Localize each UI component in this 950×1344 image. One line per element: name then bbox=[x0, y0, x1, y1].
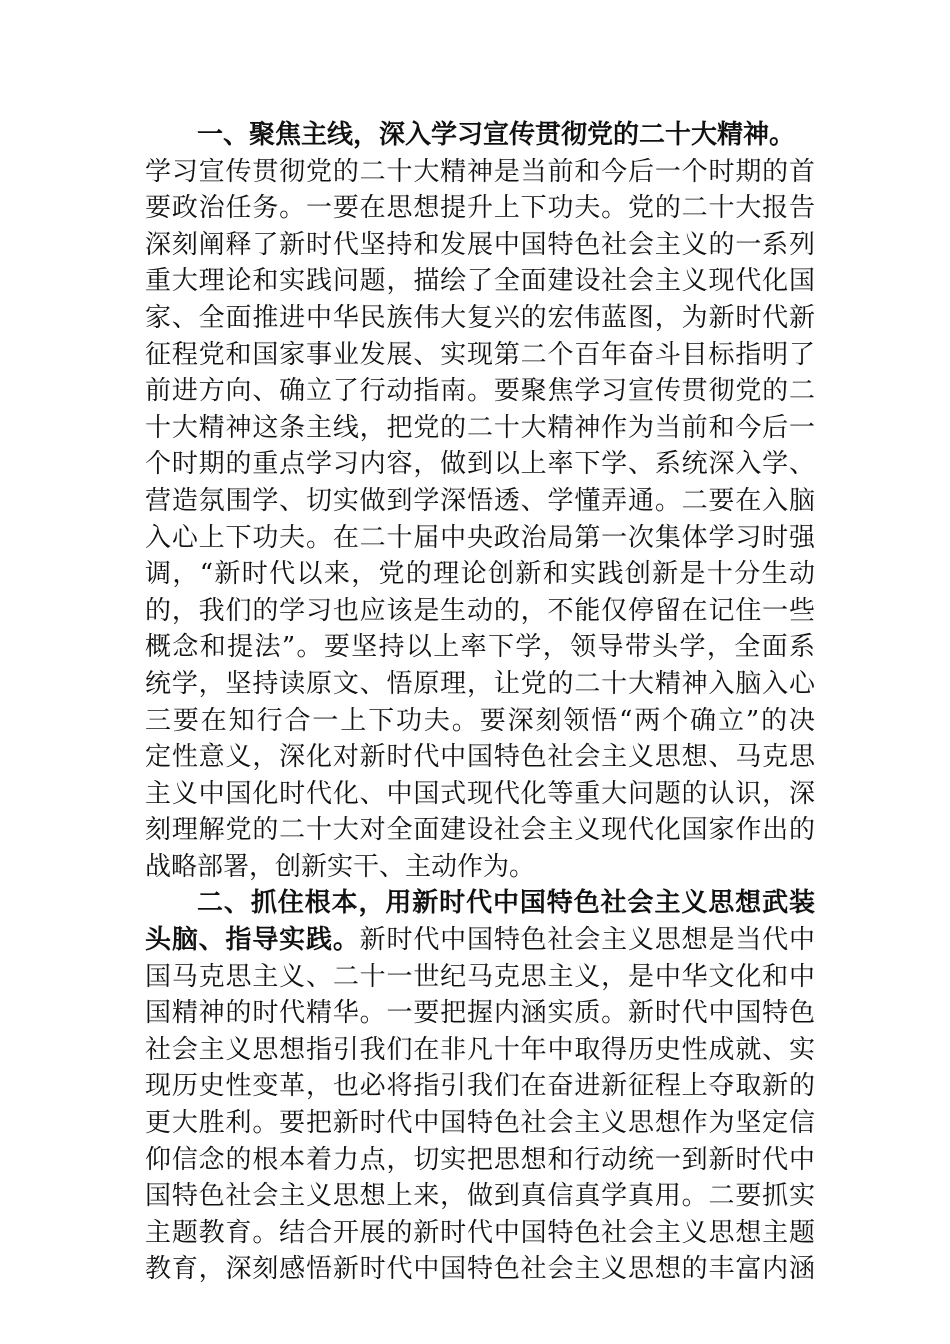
paragraph-line: 现历史性变革，也必将指引我们在奋进新征程上夺取新的 bbox=[145, 1071, 815, 1102]
paragraph-line: 个时期的重点学习内容，做到以上率下学、系统深入学、 bbox=[145, 449, 815, 480]
paragraph-line: 社会主义思想指引我们在非凡十年中取得历史性成就、实 bbox=[145, 1034, 815, 1065]
paragraph-line: 三要在知行合一上下功夫。要深刻领悟“两个确立”的决 bbox=[145, 705, 815, 736]
paragraph-line: 概念和提法”。要坚持以上率下学，领导带头学，全面系 bbox=[145, 632, 815, 663]
paragraph-line: 征程党和国家事业发展、实现第二个百年奋斗目标指明了 bbox=[145, 339, 815, 370]
paragraph-line: 调，“新时代以来，党的理论创新和实践创新是十分生动 bbox=[145, 559, 815, 590]
paragraph-line bbox=[145, 922, 815, 959]
paragraph-line: 重大理论和实践问题，描绘了全面建设社会主义现代化国 bbox=[145, 266, 815, 297]
paragraph-line: 刻理解党的二十大对全面建设社会主义现代化国家作出的 bbox=[145, 815, 815, 846]
paragraph-line: 要政治任务。一要在思想提升上下功夫。党的二十大报告 bbox=[145, 193, 815, 224]
section-heading-2: 二、抓住根本，用新时代中国特色社会主义思想武装 bbox=[197, 888, 815, 919]
paragraph-line: 主义中国化时代化、中国式现代化等重大问题的认识，深 bbox=[145, 778, 815, 809]
paragraph-line: 家、全面推进中华民族伟大复兴的宏伟蓝图，为新时代新 bbox=[145, 302, 815, 333]
paragraph-text: 新时代中国特色社会主义思想是当代中 bbox=[359, 925, 815, 956]
paragraph-line: 教育，深刻感悟新时代中国特色社会主义思想的丰富内涵 bbox=[145, 1254, 815, 1285]
paragraph-line: 定性意义，深化对新时代中国特色社会主义思想、马克思 bbox=[145, 742, 815, 773]
paragraph-line: 国精神的时代精华。一要把握内涵实质。新时代中国特色 bbox=[145, 998, 815, 1029]
paragraph-line: 营造氛围学、切实做到学深悟透、学懂弄通。二要在入脑 bbox=[145, 485, 815, 516]
paragraph-line: 战略部署，创新实干、主动作为。 bbox=[145, 851, 536, 882]
paragraph-line: 入心上下功夫。在二十届中央政治局第一次集体学习时强 bbox=[145, 522, 815, 553]
paragraph-line: 国马克思主义、二十一世纪马克思主义，是中华文化和中 bbox=[145, 961, 815, 992]
paragraph-line: 的，我们的学习也应该是生动的，不能仅停留在记住一些 bbox=[145, 595, 815, 626]
paragraph-line: 更大胜利。要把新时代中国特色社会主义思想作为坚定信 bbox=[145, 1108, 815, 1139]
paragraph-line: 统学，坚持读原文、悟原理，让党的二十大精神入脑入心 bbox=[145, 668, 815, 699]
paragraph-line: 学习宣传贯彻党的二十大精神是当前和今后一个时期的首 bbox=[145, 156, 815, 187]
document-body bbox=[145, 117, 815, 1288]
section-heading-2-continued: 头脑、指导实践。 bbox=[145, 925, 360, 956]
paragraph-line: 仰信念的根本着力点，切实把思想和行动统一到新时代中 bbox=[145, 1144, 815, 1175]
paragraph-line: 十大精神这条主线，把党的二十大精神作为当前和今后一 bbox=[145, 412, 815, 443]
paragraph-line: 前进方向、确立了行动指南。要聚焦学习宣传贯彻党的二 bbox=[145, 376, 815, 407]
section-heading-1: 一、聚焦主线，深入学习宣传贯彻党的二十大精神。 bbox=[197, 120, 796, 150]
paragraph-line: 国特色社会主义思想上来，做到真信真学真用。二要抓实 bbox=[145, 1181, 815, 1212]
paragraph-line: 主题教育。结合开展的新时代中国特色社会主义思想主题 bbox=[145, 1217, 815, 1248]
paragraph-line: 深刻阐释了新时代坚持和发展中国特色社会主义的一系列 bbox=[145, 229, 815, 260]
